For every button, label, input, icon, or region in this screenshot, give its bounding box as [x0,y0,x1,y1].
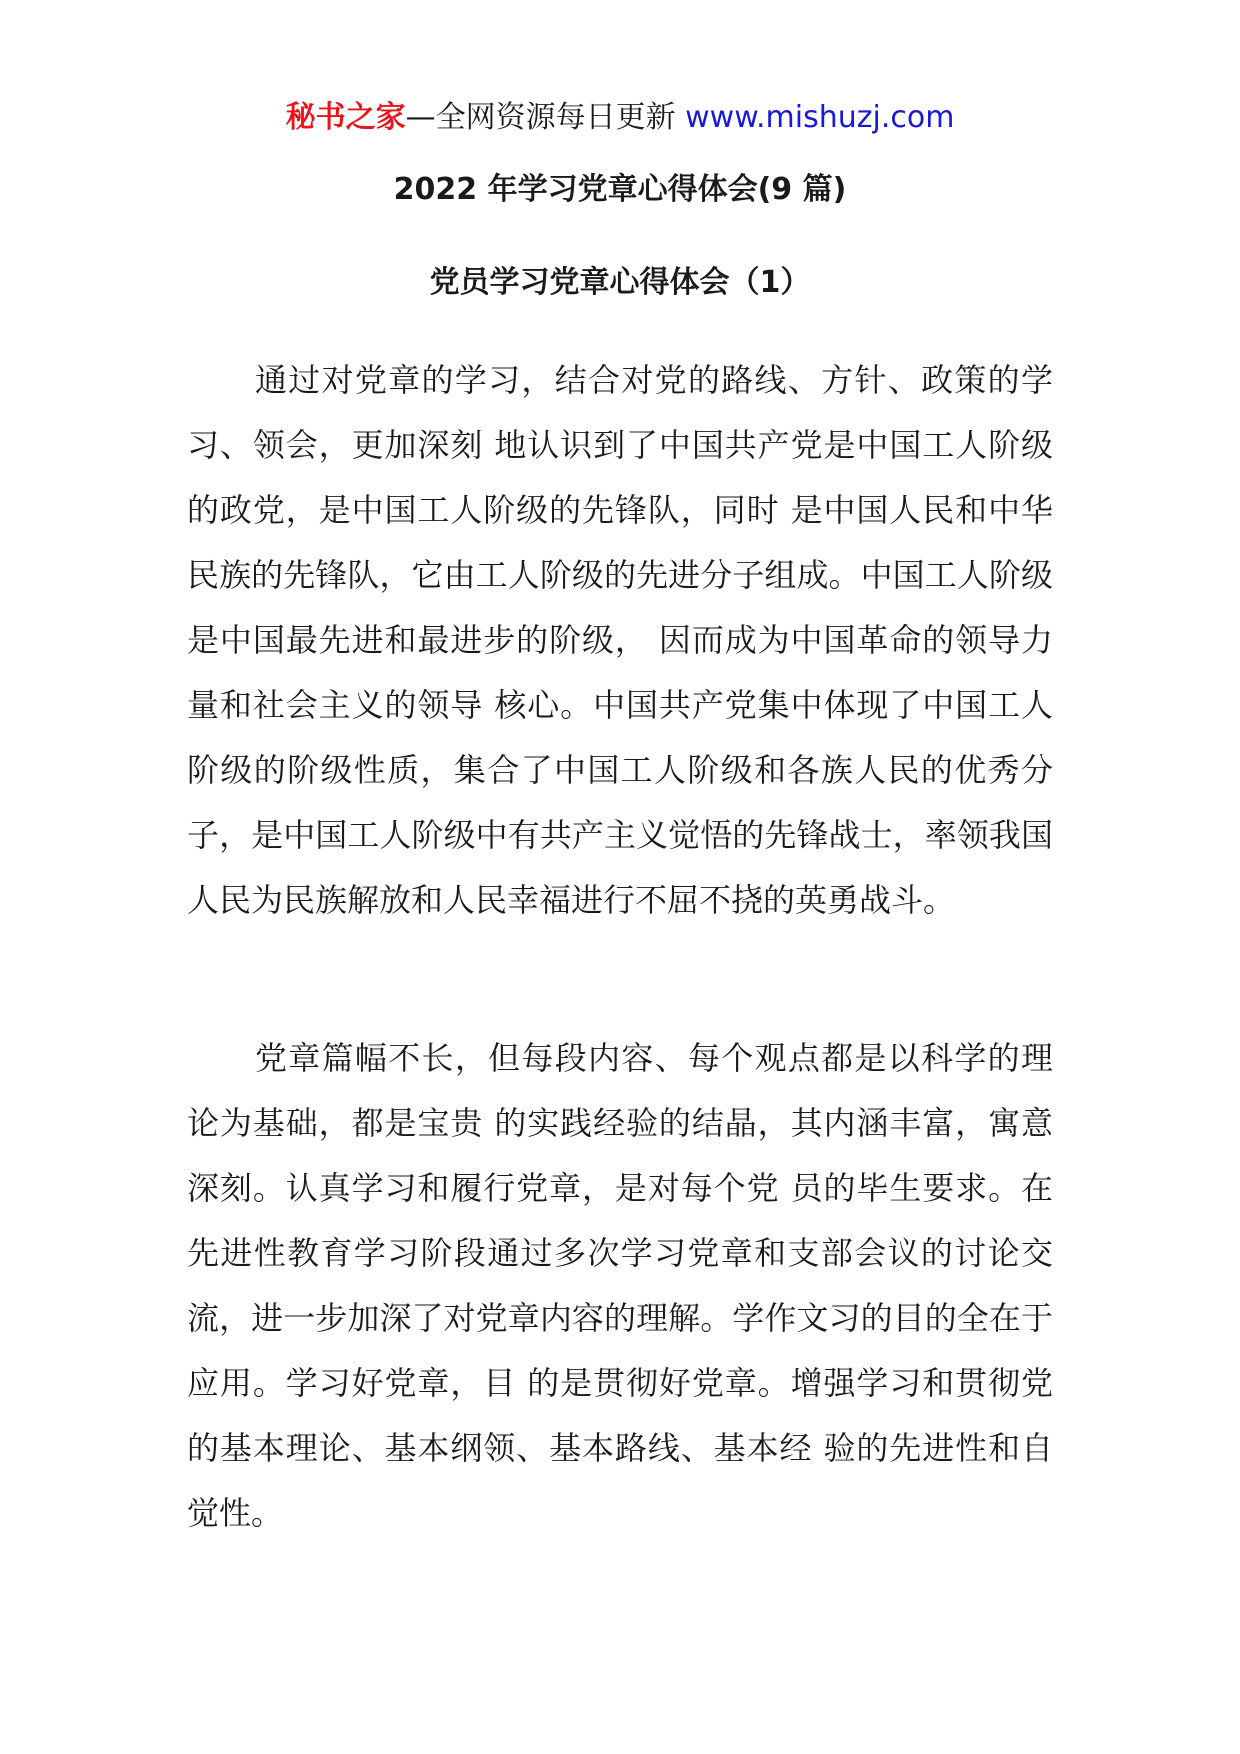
document-title: 2022 年学习党章心得体会(9 篇) [393,172,847,207]
body-paragraph-2: 党章篇幅不长，但每段内容、每个观点都是以科学的理论为基础，都是宝贵 的实践经验的结晶，其内涵丰富，寓意深刻。认真学习和履行党章，是对每个党 员的毕生要求。在先进性教育学习阶段通过多次学习党章和支部会议的讨论交 流，进一步加深了对党章内容的理解。学作文习的目的全在于应用。学习好党章，目 的是贯彻好党章。增强学习和贯彻党的基本理论、基本纲领、基本路线、基本经 验的先进性和自觉性。 [187,1039,1053,1532]
section-title: 党员学习党章心得体会（1） [429,265,811,300]
site-header [0,98,1240,138]
header-tagline: —全网资源每日更新 [405,100,676,135]
site-url-link[interactable]: www.mishuzj.com [685,100,955,135]
brand-name: 秘书之家 [285,100,406,135]
body-paragraph-1: 通过对党章的学习，结合对党的路线、方针、政策的学习、领会，更加深刻 地认识到了中国共产党是中国工人阶级的政党，是中国工人阶级的先锋队，同时 是中国人民和中华民族的先锋队，它由工人阶级的先进分子组成。中国工人阶级 是中国最先进和最进步的阶级， 因而成为中国革命的领导力量和社会主义的领导 核心。中国共产党集中体现了中国工人阶级的阶级性质，集合了中国工人阶级和各族人民的优秀分子，是中国工人阶级中有共产主义觉悟的先锋战士，率领我国 人民为民族解放和人民幸福进行不屈不挠的英勇战斗。 [187,361,1053,919]
